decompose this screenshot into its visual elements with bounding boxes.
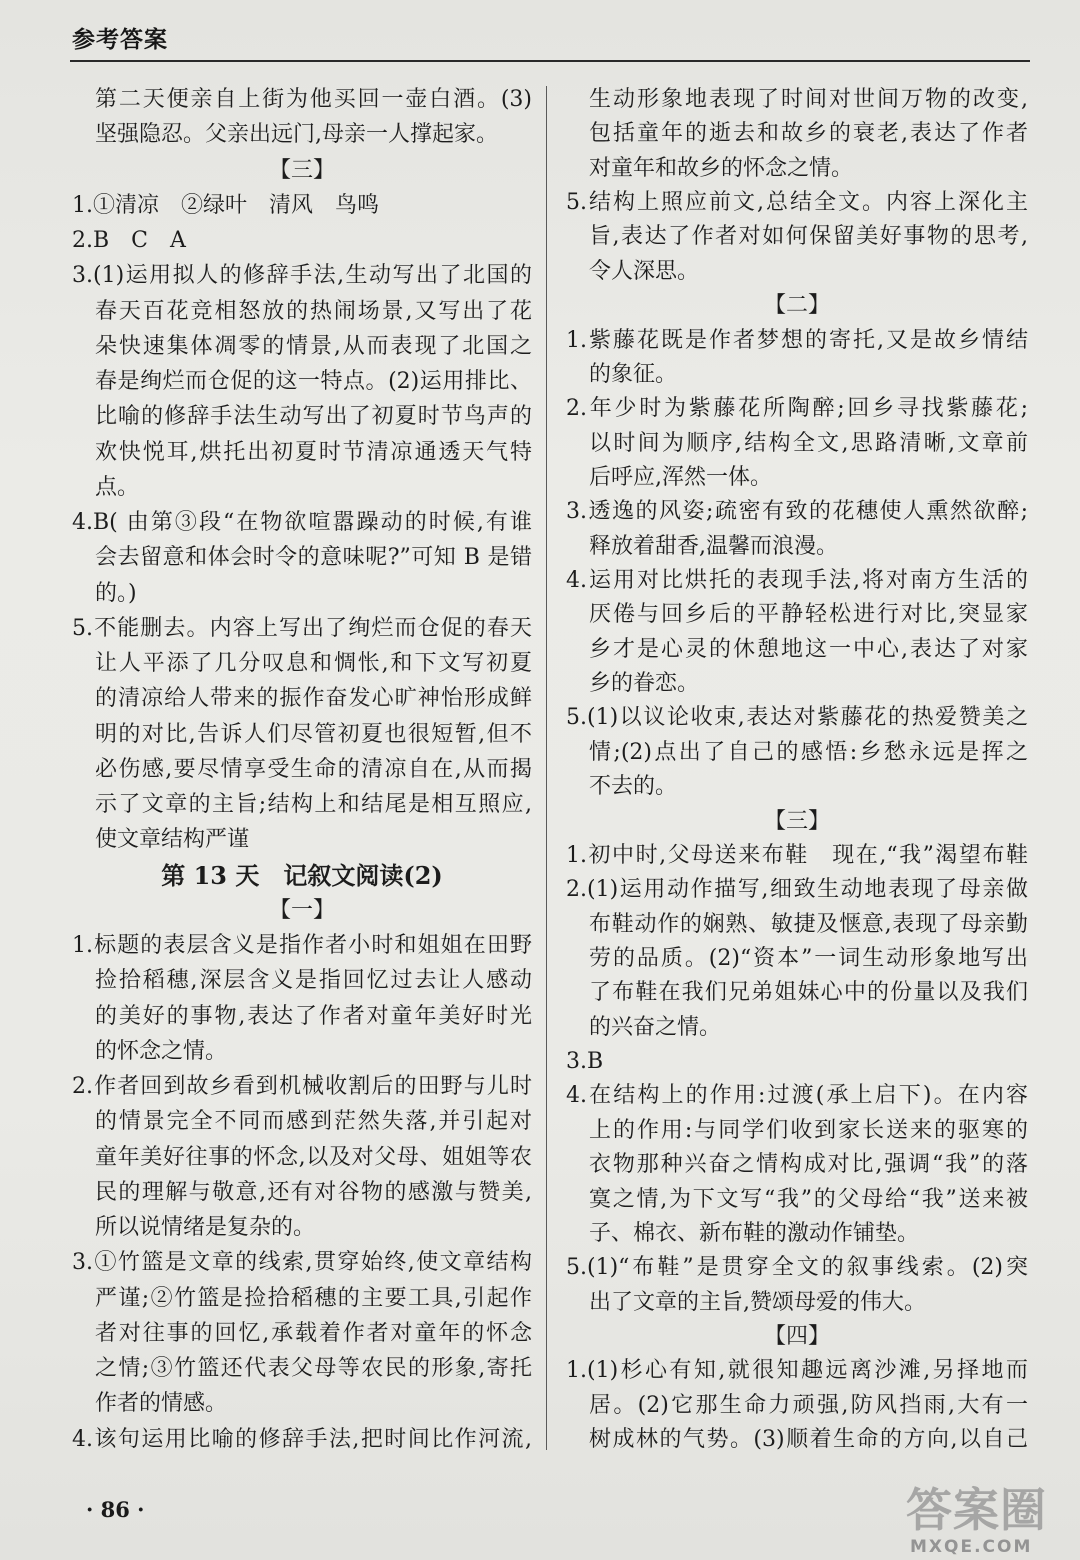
answer-line: 捡拾稻穗,深层含义是指回忆过去让人感动 [95, 968, 532, 994]
answer-item [566, 839, 1028, 873]
answer-line: 点。 [95, 474, 140, 500]
answer-line: 坚强隐忍。父亲出远门,母亲一人撑起家。 [95, 122, 498, 148]
answer-line: 不去的。 [589, 774, 678, 800]
answer-item [72, 1245, 532, 1421]
answer-line: 必伤感,要尽情享受生命的清凉自在,从而揭 [95, 756, 532, 782]
answer-item [566, 495, 1028, 564]
answer-line: 令人深思。 [589, 258, 700, 284]
answer-line: 了布鞋在我们兄弟姐妹心中的份量以及我们 [589, 980, 1028, 1006]
answer-line: 5.(1)“布鞋”是贯穿全文的叙事线索。(2)突 [566, 1255, 1028, 1281]
answer-line: 布鞋动作的娴熟、敏捷及惬意,表现了母亲勤 [589, 911, 1028, 937]
answer-line: 4.B( 由第③段“在物欲喧嚣躁动的时候,有谁 [72, 510, 532, 535]
section-heading: 【一】 [268, 897, 335, 923]
answer-line: 示了文章的主旨;结构上和结尾是相互照应, [95, 792, 532, 817]
answer-line: 使文章结构严谨 [95, 827, 250, 853]
answer-line: 4.该句运用比喻的修辞手法,把时间比作河流, [72, 1426, 532, 1452]
answer-item [566, 1251, 1028, 1320]
answer-line: 生动形象地表现了时间对世间万物的改变, [589, 87, 1028, 112]
answer-line: 明的对比,告诉人们尽管初夏也很短暂,但不 [95, 721, 532, 747]
watermark-logo: 答案圈 [906, 1483, 1047, 1537]
answer-item [566, 392, 1028, 495]
answer-line: 居。(2)它那生命力顽强,防风挡雨,大有一 [589, 1392, 1028, 1418]
answer-line: 让人平添了几分叹息和惆怅,和下文写初夏 [95, 651, 532, 676]
answer-item [566, 873, 1028, 1045]
answer-line: 乡才是心灵的休憩地这一中心,表达了对家 [589, 636, 1028, 662]
answer-line: 5.(1)以议论收束,表达对紫藤花的热爱赞美之 [566, 705, 1028, 731]
answer-line: 的象征。 [589, 361, 678, 387]
answer-line: 1.初中时,父母送来布鞋 现在,“我”渴望布鞋 [566, 842, 1028, 868]
answer-line: 衣物那种兴奋之情构成对比,强调“我”的落 [589, 1152, 1028, 1178]
answer-line: 比喻的修辞手法生动写出了初夏时节鸟声的 [95, 404, 532, 430]
answer-item [72, 1069, 532, 1245]
answer-line: 1.(1)杉心有知,就很知趣远离沙滩,另择地而 [566, 1358, 1028, 1384]
page-header-title: 参考答案 [72, 26, 168, 53]
section-heading: 【三】 [268, 157, 335, 183]
answer-line: 后呼应,浑然一体。 [589, 464, 772, 490]
answer-line: 厌倦与回乡后的平静轻松进行对比,突显家 [589, 602, 1028, 628]
header-rule [70, 60, 1030, 62]
answer-line: 春是绚烂而仓促的这一特点。(2)运用排比、 [95, 369, 532, 394]
answer-line: 2.年少时为紫藤花所陶醉;回乡寻找紫藤花; [566, 396, 1028, 422]
answer-line: 3.B [566, 1049, 604, 1075]
answer-item [566, 186, 1028, 289]
answer-line: 之情;③竹篮还代表父母等农民的形象,寄托 [95, 1356, 532, 1381]
answer-line: 者对往事的回忆,承载着作者对童年的怀念 [95, 1320, 532, 1346]
watermark-site: MXQE.COM [910, 1537, 1033, 1557]
page-number: · 86 · [86, 1497, 145, 1522]
answer-line: 4.在结构上的作用:过渡(承上启下)。在内容 [566, 1083, 1028, 1109]
answer-line: 劳的品质。(2)“资本”一词生动形象地写出 [589, 945, 1028, 971]
answer-line: 1.紫藤花既是作者梦想的寄托,又是故乡情结 [566, 327, 1028, 353]
answer-item [566, 1079, 1028, 1251]
answer-line: 童年美好往事的怀念,以及对父母、姐姐等农 [95, 1144, 532, 1170]
answer-line: 对童年和故乡的怀念之情。 [589, 155, 854, 181]
column-divider [546, 86, 547, 1450]
answer-item [566, 1045, 1028, 1079]
answer-line: 出了文章的主旨,赞颂母爱的伟大。 [589, 1289, 926, 1315]
answer-line: 子、棉衣、新布鞋的激动作铺垫。 [589, 1220, 920, 1246]
answer-line: 旨,表达了作者对如何保留美好事物的思考, [589, 224, 1028, 250]
carryover-text [566, 83, 1028, 186]
answer-line: 春天百花竞相怒放的热闹场景,又写出了花 [95, 298, 532, 324]
answer-item [72, 1422, 532, 1457]
answer-item [566, 324, 1028, 393]
answer-item [72, 928, 532, 1069]
answer-item [72, 223, 532, 258]
answer-line: 寞之情,为下文写“我”的父母给“我”送来被 [589, 1186, 1028, 1212]
answer-line: 的情景完全不同而感到茫然失落,并引起对 [95, 1109, 532, 1135]
answer-line: 严谨;②竹篮是捡拾稻穗的主要工具,引起作 [95, 1285, 532, 1311]
carryover-text [72, 82, 532, 153]
answer-line: 作者的情感。 [95, 1391, 228, 1417]
answer-line: 1.①清凉 ②绿叶 清风 鸟鸣 [72, 192, 379, 218]
answer-line: 的清凉给人带来的振作奋发心旷神怡形成鲜 [95, 686, 532, 712]
answer-item [72, 188, 532, 223]
answer-line: 朵快速集体凋零的情景,从而表现了北国之 [95, 333, 532, 359]
answer-line: 3.①竹篮是文章的线索,贯穿始终,使文章结构 [72, 1250, 532, 1276]
answer-line: 情;(2)点出了自己的感悟:乡愁永远是挥之 [589, 739, 1028, 765]
answer-line: 2.(1)运用动作描写,细致生动地表现了母亲做 [566, 877, 1028, 903]
answer-line: 的。) [95, 580, 137, 606]
answer-line: 5.结构上照应前文,总结全文。内容上深化主 [566, 190, 1028, 216]
section-heading: 【三】 [763, 808, 830, 834]
answer-item [72, 505, 532, 611]
answer-line: 第二天便亲自上街为他买回一壶白酒。(3) [95, 87, 532, 112]
right-column [566, 83, 1028, 1457]
answer-line: 树成林的气势。(3)顺着生命的方向,以自己 [589, 1427, 1028, 1453]
answer-line: 上的作用:与同学们收到家长送来的驱寒的 [589, 1117, 1028, 1143]
answer-line: 的怀念之情。 [95, 1038, 228, 1064]
section-heading: 【四】 [763, 1323, 830, 1349]
answer-line: 3.透逸的风姿;疏密有致的花穗使人熏然欲醉; [566, 499, 1028, 525]
answer-line: 释放着甜香,温馨而浪漫。 [589, 533, 838, 559]
day-title: 第 13 天 记叙文阅读(2) [161, 860, 443, 890]
answer-item [72, 611, 532, 858]
answer-item [566, 701, 1028, 804]
answer-line: 以时间为顺序,结构全文,思路清晰,文章前 [589, 430, 1028, 456]
answer-line: 3.(1)运用拟人的修辞手法,生动写出了北国的 [72, 263, 532, 289]
answer-line: 5.不能删去。内容上写出了绚烂而仓促的春天 [72, 615, 532, 641]
answer-line: 2.作者回到故乡看到机械收割后的田野与儿时 [72, 1074, 532, 1099]
answer-item [72, 258, 532, 505]
section-heading: 【二】 [763, 293, 830, 319]
answer-line: 欢快悦耳,烘托出初夏时节清凉通透天气特 [95, 439, 532, 465]
answer-line: 4.运用对比烘托的表现手法,将对南方生活的 [566, 568, 1028, 594]
answer-line: 包括童年的逝去和故乡的衰老,表达了作者 [589, 121, 1028, 147]
answer-line: 所以说情绪是复杂的。 [95, 1215, 316, 1240]
answer-line: 1.标题的表层含义是指作者小时和姐姐在田野 [72, 933, 532, 958]
answer-line: 的美好的事物,表达了作者对童年美好时光 [95, 1003, 532, 1029]
answer-item [566, 564, 1028, 701]
answer-line: 会去留意和体会时令的意味呢?”可知 B 是错 [95, 545, 532, 571]
answer-line: 2.B C A [72, 228, 186, 253]
answer-line: 的兴奋之情。 [589, 1014, 722, 1040]
answer-item [566, 1354, 1028, 1457]
answer-line: 乡的眷恋。 [589, 671, 700, 697]
answer-line: 民的理解与敬意,还有对谷物的感激与赞美, [95, 1179, 532, 1205]
left-column [72, 82, 532, 1457]
